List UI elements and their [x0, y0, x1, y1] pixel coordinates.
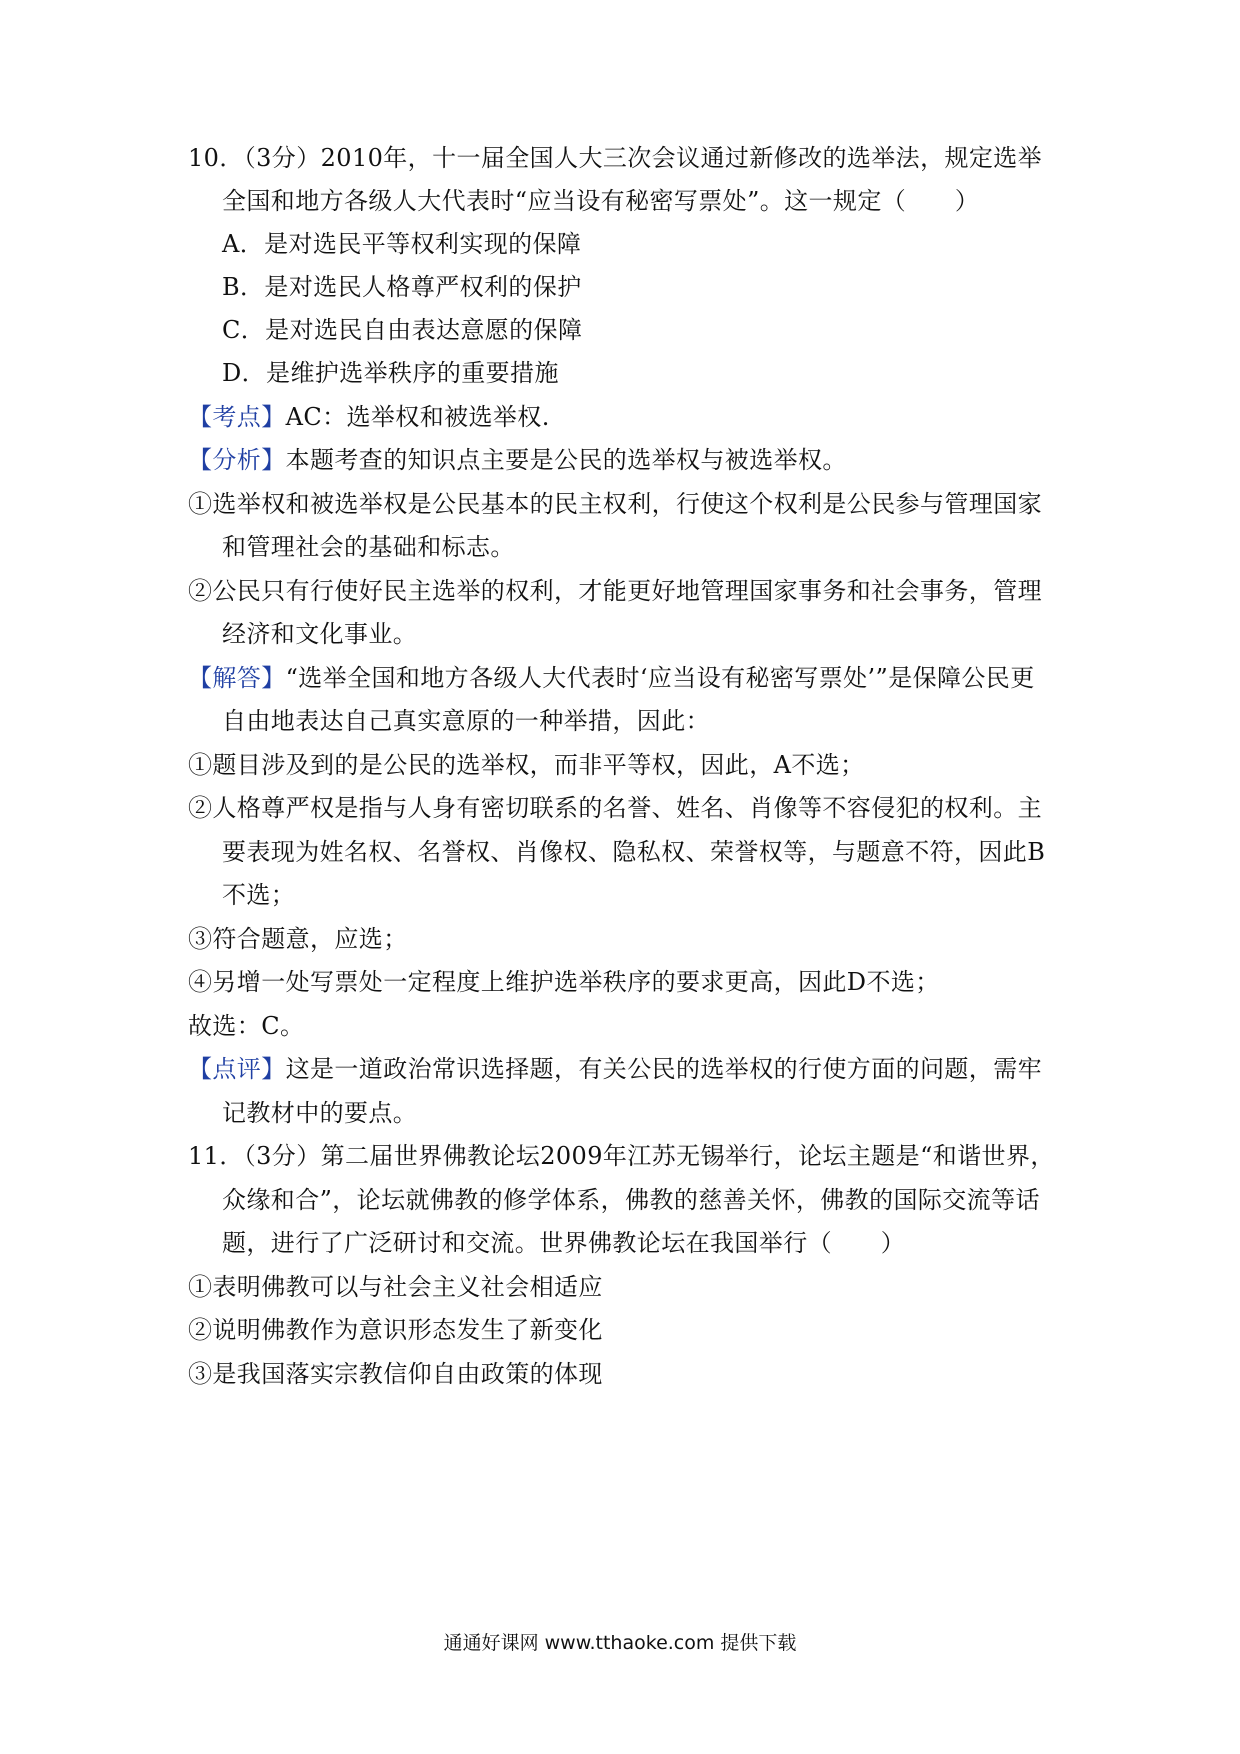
fenxi-point-2-line-1: ②公民只有行使好民主选举的权利，才能更好地管理国家事务和社会事务，管理 — [188, 577, 1042, 605]
jieda-item-4: ④另增一处写票处一定程度上维护选举秩序的要求更高，因此D不选； — [188, 968, 940, 996]
fenxi-point-2-line-2: 经济和文化事业。 — [222, 620, 418, 648]
dianping-row — [188, 1052, 1042, 1086]
q10-stem-line-1: 10．（3分）2010年，十一届全国人大三次会议通过新修改的选举法，规定选举 — [188, 144, 1043, 172]
dianping-line-2: 记教材中的要点。 — [222, 1099, 418, 1127]
jieda-item-1: ①题目涉及到的是公民的选举权，而非平等权，因此，A不选； — [188, 751, 865, 779]
kaodian-text: AC：选举权和被选举权. — [285, 403, 550, 431]
jieda-item-2-line-3: 不选； — [222, 881, 296, 909]
q11-stem-line-2: 众缘和合”，论坛就佛教的修学体系，佛教的慈善关怀，佛教的国际交流等话 — [222, 1186, 1040, 1214]
fenxi-point-1-line-2: 和管理社会的基础和标志。 — [222, 533, 515, 561]
q10-option-a: A．是对选民平等权利实现的保障 — [222, 230, 582, 258]
dianping-tag: 【点评】 — [188, 1055, 286, 1083]
fenxi-row — [188, 443, 847, 477]
q11-item-3: ③是我国落实宗教信仰自由政策的体现 — [188, 1360, 603, 1388]
page-footer: 通通好课网 www.tthaoke.com 提供下载 — [443, 1632, 797, 1654]
q11-item-2: ②说明佛教作为意识形态发生了新变化 — [188, 1316, 603, 1344]
kaodian-tag: 【考点】 — [188, 403, 286, 431]
jieda-item-3: ③符合题意，应选； — [188, 925, 408, 953]
q10-option-d: D．是维护选举秩序的重要措施 — [222, 359, 559, 387]
q11-stem-line-1: 11．（3分）第二届世界佛教论坛2009年江苏无锡举行，论坛主题是“和谐世界， — [188, 1142, 1055, 1170]
q10-stem-line-2: 全国和地方各级人大代表时“应当设有秘密写票处”。这一规定（ ） — [222, 187, 980, 215]
fenxi-point-1-line-1: ①选举权和被选举权是公民基本的民主权利，行使这个权利是公民参与管理国家 — [188, 490, 1042, 518]
jieda-text: “选举全国和地方各级人大代表时‘应当设有秘密写票处’”是保障公民更 — [285, 664, 1035, 692]
fenxi-text: 本题考查的知识点主要是公民的选举权与被选举权。 — [285, 446, 847, 474]
q11-item-1: ①表明佛教可以与社会主义社会相适应 — [188, 1273, 603, 1301]
answer-line: 故选：C。 — [188, 1012, 305, 1040]
jieda-item-2-line-2: 要表现为姓名权、名誉权、肖像权、隐私权、荣誉权等，与题意不符，因此B — [222, 838, 1046, 866]
fenxi-tag: 【分析】 — [188, 446, 286, 474]
q10-option-c: C．是对选民自由表达意愿的保障 — [222, 316, 583, 344]
q11-stem-line-3: 题，进行了广泛研讨和交流。世界佛教论坛在我国举行（ ） — [222, 1229, 906, 1257]
jieda-row — [188, 661, 1035, 695]
jieda-tag: 【解答】 — [188, 664, 286, 692]
dianping-text: 这是一道政治常识选择题，有关公民的选举权的行使方面的问题，需牢 — [285, 1055, 1043, 1083]
q10-option-b: B．是对选民人格尊严权利的保护 — [222, 273, 582, 301]
kaodian-row — [188, 400, 550, 434]
jieda-item-2-line-1: ②人格尊严权是指与人身有密切联系的名誉、姓名、肖像等不容侵犯的权利。主 — [188, 794, 1042, 822]
jieda-line-2: 自由地表达自己真实意原的一种举措，因此： — [222, 707, 710, 735]
